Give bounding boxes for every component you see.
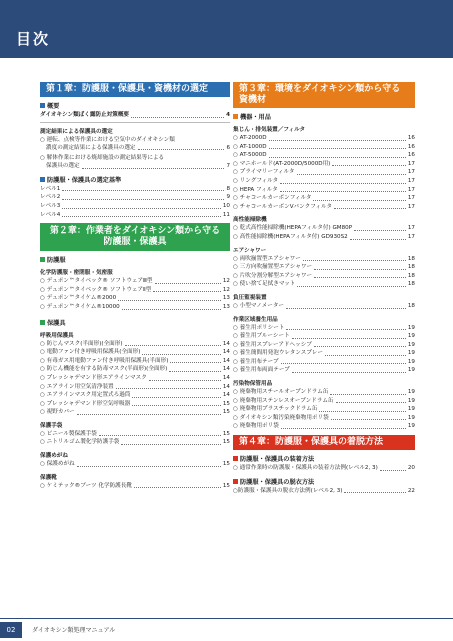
toc-entry[interactable]: ○ エアラインマスク用定置式ろ過筒 14 <box>40 391 230 400</box>
toc-entry[interactable]: ○ プレッシャデマンド形エアラインマスク 14 <box>40 374 230 383</box>
toc-entry[interactable]: ○ ダイオキシン類汚染廃棄物用ポリ袋 19 <box>233 414 415 423</box>
toc-subheading: 保護めがね <box>40 453 68 460</box>
toc-entry[interactable]: ○ 乾式高性能掃除機(HEPAフィルタ付) GM80P 17 <box>233 224 415 233</box>
toc-subheading: 保護手袋 <box>40 422 63 429</box>
toc-entry[interactable]: ○ 廃棄物用スチールオープンドラム缶 19 <box>233 388 415 397</box>
toc-entry[interactable]: ○ 有毒ガス用電動ファン付き呼吸用保護具(半面形) 14 <box>40 357 230 366</box>
toc-entry[interactable]: レベル3 10 <box>40 202 230 209</box>
toc-entry[interactable]: レベル2 9 <box>40 194 230 201</box>
section-heading: 防護服・保護具の装着方法 <box>233 454 415 463</box>
section-label: 概要 <box>47 103 60 110</box>
page-number: 02 <box>0 622 22 638</box>
toc-right-column <box>233 82 415 495</box>
toc-entry[interactable]: ○ 養生簡間用発泡ウレタンスプレー 19 <box>233 349 415 358</box>
toc-entry[interactable]: ○ 視野カバー 15 <box>40 408 230 417</box>
section-heading: 機器・用品 <box>233 112 415 121</box>
square-bullet-icon <box>233 456 238 461</box>
chapter-4-heading[interactable]: 第４章：防護服・保護具の着脱方法 <box>233 435 415 450</box>
toc-subheading: エアシャワー <box>233 247 267 254</box>
toc-entry[interactable]: ○ 小型マノメーター 18 <box>233 302 415 311</box>
page-title: 目次 <box>16 30 51 48</box>
square-bullet-icon <box>233 114 238 119</box>
toc-entry[interactable]: ○ ケミテック®ブーツ 化学防護長靴 15 <box>40 482 230 491</box>
toc-entry[interactable]: ○ 解体作業における焼却施設の測定結果等による 保護具の選定 7 <box>40 155 230 170</box>
section-heading: 防護服・保護具の選定基準 <box>40 175 230 184</box>
toc-entry[interactable]: ○ AT-5000D 16 <box>233 151 415 160</box>
toc-entry[interactable]: ○ HEPA フィルタ 17 <box>233 186 415 195</box>
toc-entry[interactable]: ○ AT-1000D 16 <box>233 143 415 152</box>
toc-entry[interactable]: ○ AT-2000D 16 <box>233 134 415 143</box>
chapter-1-heading[interactable]: 第１章：防護服・保護具・資機材の選定 <box>40 82 230 97</box>
toc-entry[interactable]: ○ 廃棄物用ステンレスオープンドラム缶 19 <box>233 397 415 406</box>
toc-entry[interactable]: ○ 防じんマスク(半面形)(全面形) 14 <box>40 340 230 349</box>
toc-entry[interactable]: ○ ビニール製保護手袋 15 <box>40 430 230 439</box>
toc-entry[interactable]: ○ チャコールカーボンフィルタ 17 <box>233 194 415 203</box>
square-bullet-icon <box>40 103 45 108</box>
toc-entry[interactable]: ○ 養生用布両面テープ 19 <box>233 366 415 375</box>
toc-subheading: 保護靴 <box>40 474 57 481</box>
toc-entry[interactable]: ○防護服・保護具の脱衣方法例(レベル2, 3) 22 <box>233 487 415 494</box>
square-bullet-icon <box>40 257 45 262</box>
toc-entry[interactable]: ○ デュポン™タイケム®2000 13 <box>40 294 230 303</box>
toc-entry[interactable]: ○ ニトリルゴム製化学防護手袋 15 <box>40 438 230 447</box>
toc-subheading: 作業区域養生用品 <box>233 316 278 323</box>
toc-entry[interactable]: ○ チャコールカーボンVバンクフィルタ 17 <box>233 203 415 212</box>
toc-subheading: 呼吸用保護具 <box>40 332 74 339</box>
toc-entry[interactable]: ○ エアライン用空気清浄装置 14 <box>40 383 230 392</box>
toc-entry[interactable]: ○ 両吹揃置型エアシャワー 18 <box>233 255 415 264</box>
toc-subheading: 化学防護服・密閉服・気密服 <box>40 270 113 277</box>
toc-entry[interactable]: ○ マニホールド(AT-2000D/5000D用) 17 <box>233 160 415 169</box>
toc-entry[interactable]: ○ 電動ファン付き呼吸用保護具(全面形) 14 <box>40 348 230 357</box>
toc-entry[interactable]: ○ 使い捨て足拭きマット 18 <box>233 280 415 289</box>
square-bullet-icon <box>233 479 238 484</box>
toc-entry[interactable]: ○ 三方向吹揃置型エアシャワー 18 <box>233 263 415 272</box>
square-bullet-icon <box>40 177 45 182</box>
toc-entry[interactable]: レベル1 8 <box>40 185 230 192</box>
square-bullet-icon <box>40 320 45 325</box>
toc-entry[interactable]: ○ 廃棄物用プラスチックドラム缶 19 <box>233 405 415 414</box>
toc-subheading: 汚染物保管用品 <box>233 381 273 388</box>
page-header <box>0 0 453 58</box>
toc-entry[interactable]: ○ 養生用ポリシート 19 <box>233 324 415 333</box>
toc-entry[interactable]: ○ デュポン™タイベック® ソフトウェアⅡ型 12 <box>40 286 230 295</box>
toc-left-column <box>40 82 230 490</box>
toc-entry[interactable]: ○ 養生用布テープ 19 <box>233 358 415 367</box>
section-heading: 保護具 <box>40 318 230 327</box>
toc-entry[interactable]: ○ 養生用ブルーシート 19 <box>233 332 415 341</box>
document-name: ダイオキシン類処理マニュアル <box>32 627 116 634</box>
toc-entry[interactable]: レベル4 11 <box>40 211 230 218</box>
toc-entry[interactable]: ○ 片吹分割分解型エアシャワー 18 <box>233 272 415 281</box>
toc-entry[interactable]: ○ 防じん機能を有する防毒マスク(半面形)(全面形) 14 <box>40 365 230 374</box>
section-heading: 防護服・保護具の脱衣方法 <box>233 477 415 486</box>
toc-subheading: 測定結果による保護具の選定 <box>40 128 113 135</box>
toc-entry[interactable]: ○ デュポン™タイベック® ソフトウェアⅢ型 12 <box>40 277 230 286</box>
toc-entry[interactable]: ○ 保護めがね 15 <box>40 460 230 469</box>
toc-entry[interactable]: ○ リングフィルタ 17 <box>233 177 415 186</box>
toc-entry[interactable]: ○ 運転、点検等作業における空気中のダイオキシン類 濃度の測定結果による保護具の選定 6 <box>40 136 230 151</box>
chapter-3-heading[interactable]: 第３章：環境をダイオキシン類から守る資機材 <box>233 82 415 108</box>
toc-entry[interactable]: ○ 通常作業時の防護服・保護具の装着方法例(レベル2, 3) 20 <box>233 465 415 472</box>
toc-subheading: 負圧監視装置 <box>233 294 267 301</box>
chapter-2-heading[interactable]: 第２章：作業者をダイオキシン類から守る 防護服・保護具 <box>40 223 230 251</box>
toc-entry[interactable]: ○ プレッシャデマンド形空気呼吸器 15 <box>40 400 230 409</box>
section-heading <box>40 101 230 110</box>
toc-entry[interactable]: ○ 廃棄物用ポリ袋 19 <box>233 422 415 431</box>
toc-entry[interactable]: ○ プライマリーフィルタ 17 <box>233 168 415 177</box>
toc-entry[interactable]: ○ 養生用スプレーアドヘッシブ 19 <box>233 341 415 350</box>
toc-entry[interactable]: ○ 高性能掃除機(HEPAフィルタ付) GD930S2 17 <box>233 233 415 242</box>
toc-subheading: 集じん・排気装置／フィルタ <box>233 127 306 133</box>
page-footer <box>0 618 453 641</box>
toc-entry[interactable]: ○ デュポン™タイケム®10000 13 <box>40 303 230 312</box>
toc-entry[interactable]: ダイオキシン類ばく露防止対策概要 4 <box>40 112 230 118</box>
toc-subheading: 高性能掃除機 <box>233 217 267 224</box>
section-heading: 防護服 <box>40 255 230 264</box>
